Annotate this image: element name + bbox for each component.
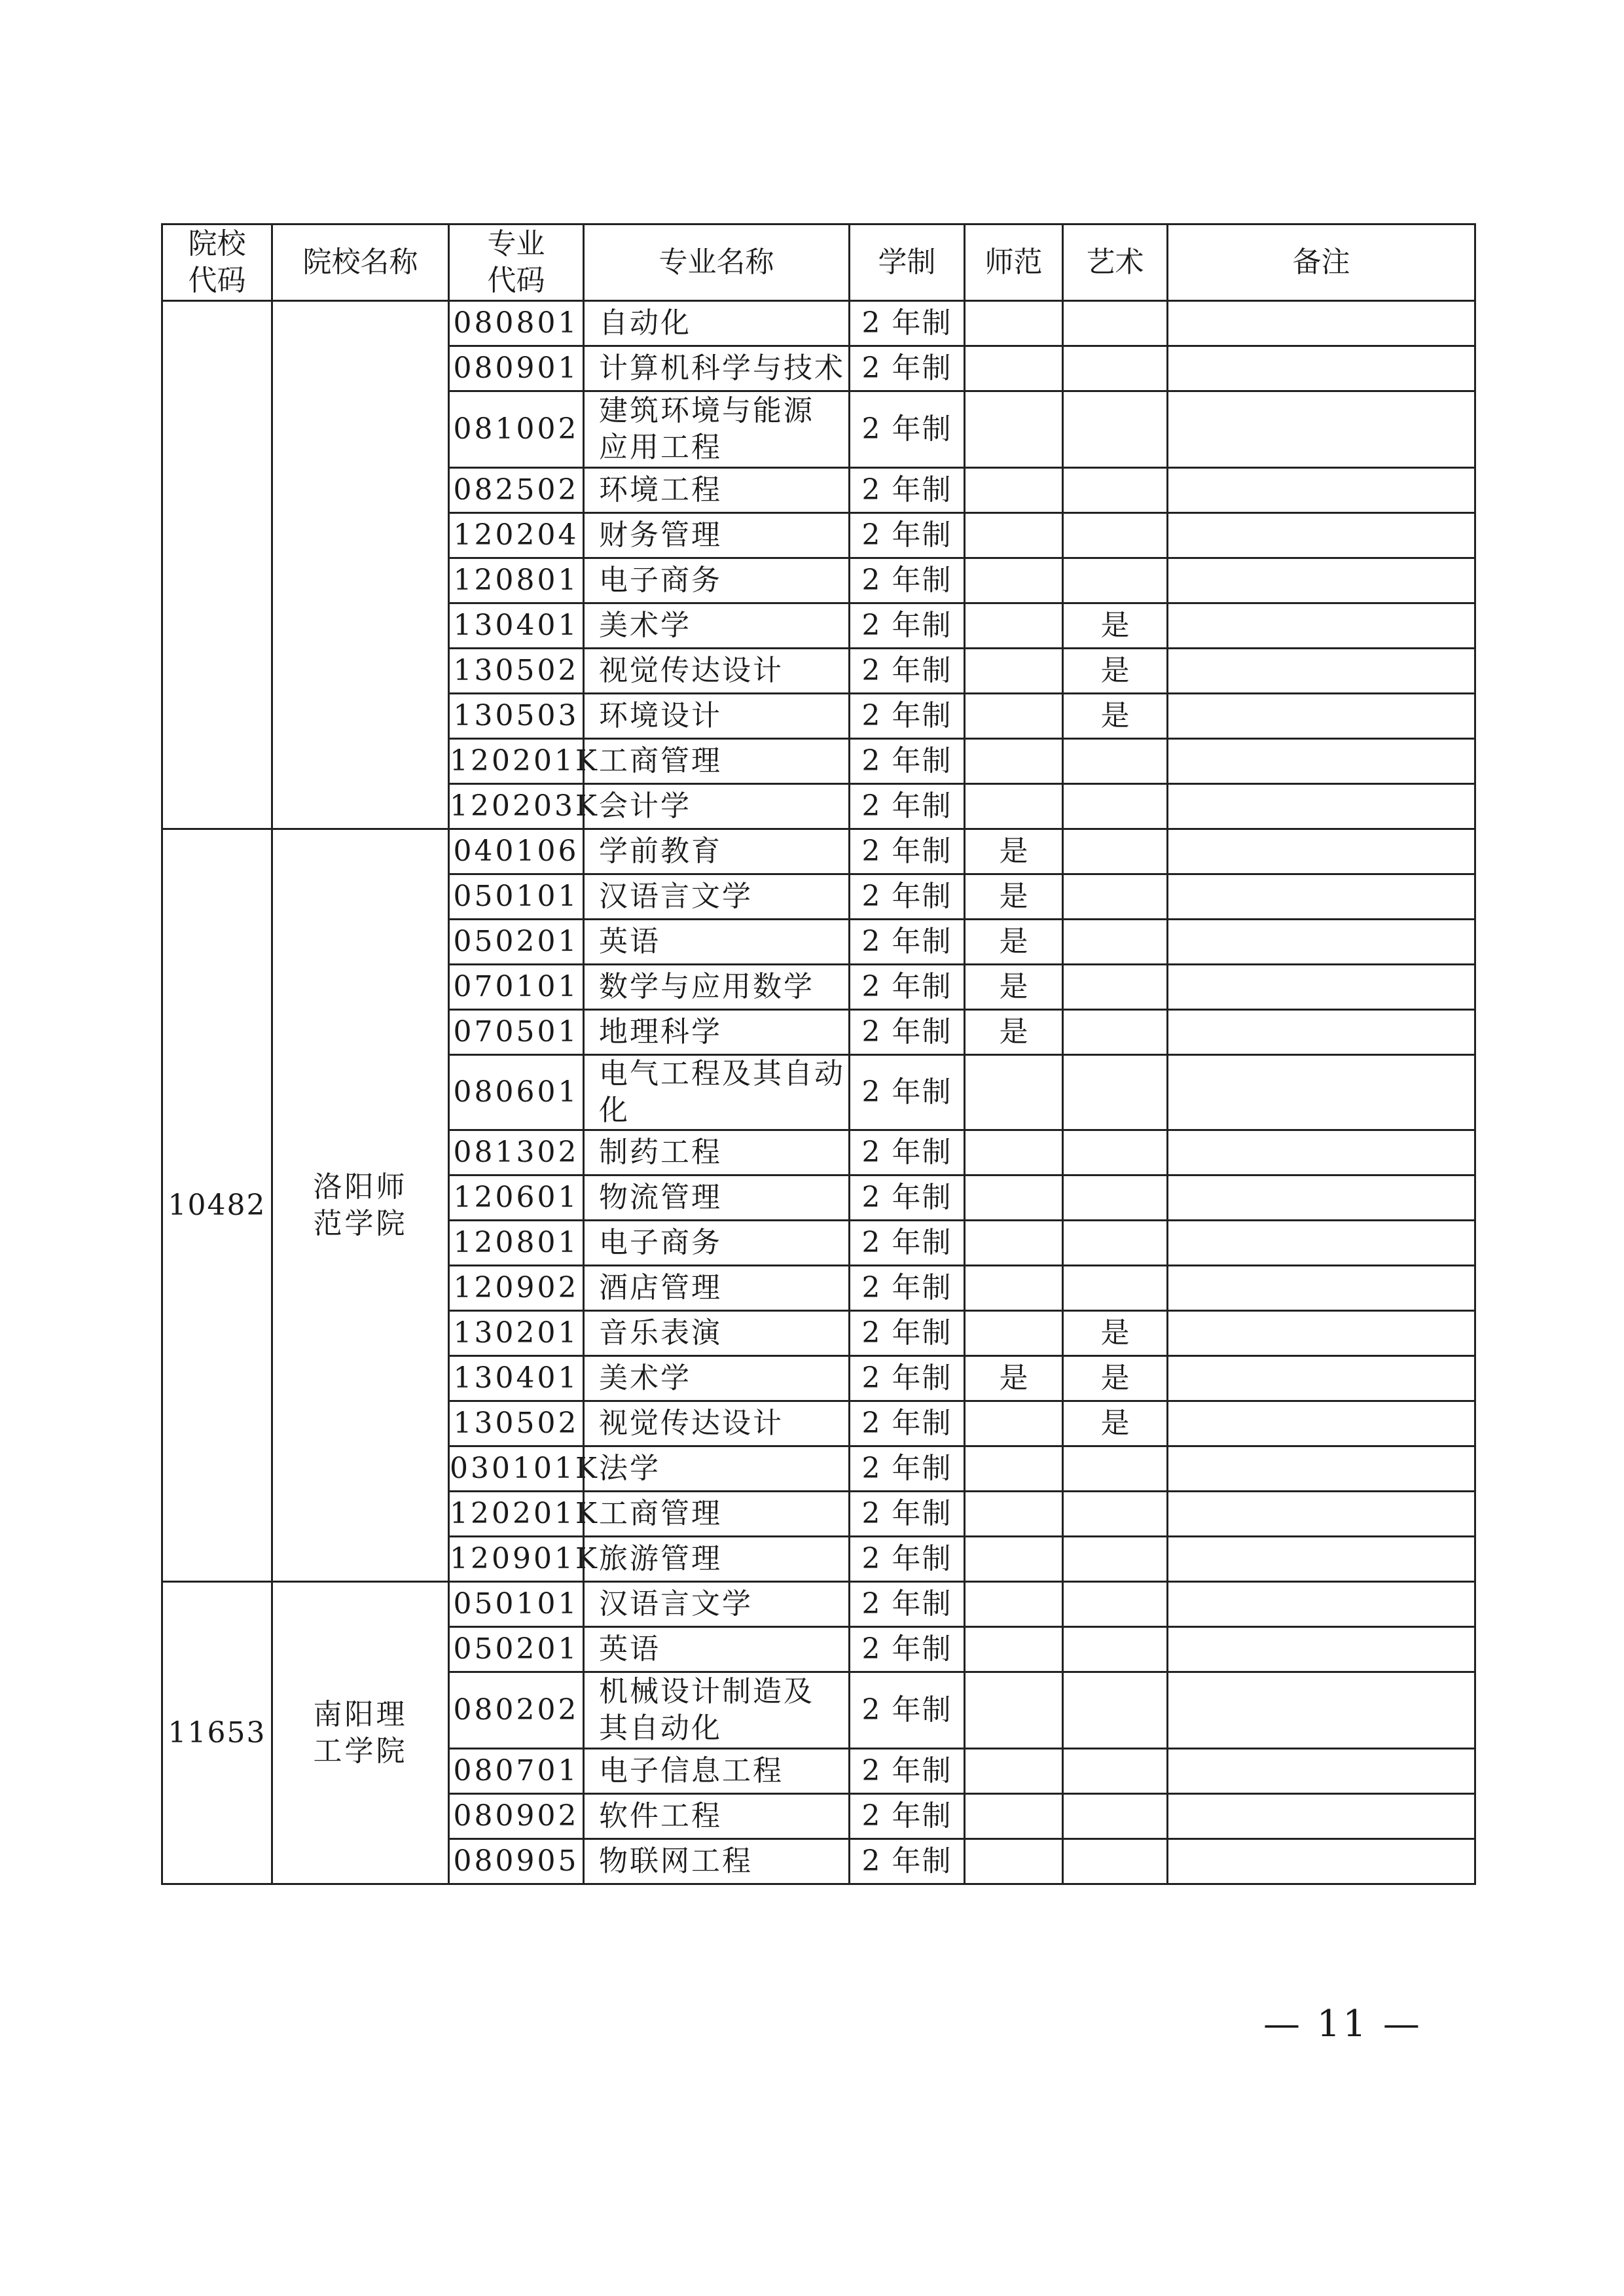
art-flag-cell: [1063, 1627, 1168, 1672]
major-name-cell: 财务管理: [584, 513, 850, 558]
duration-cell: 2 年制: [850, 1749, 965, 1794]
major-code-cell: 120204: [449, 513, 584, 558]
normal-flag-cell: [965, 1175, 1063, 1221]
major-name-cell: 英语: [584, 920, 850, 965]
art-flag-cell: [1063, 739, 1168, 784]
remarks-cell: [1168, 1794, 1475, 1839]
art-flag-cell: [1063, 1221, 1168, 1266]
art-flag-cell: [1063, 1130, 1168, 1175]
duration-cell: 2 年制: [850, 965, 965, 1010]
major-name-cell: 法学: [584, 1446, 850, 1492]
major-name-cell: 旅游管理: [584, 1537, 850, 1582]
table-row: [162, 1582, 1475, 1627]
art-flag-cell: [1063, 468, 1168, 513]
duration-cell: 2 年制: [850, 603, 965, 649]
major-code-cell: 130502: [449, 1401, 584, 1446]
remarks-cell: [1168, 1627, 1475, 1672]
major-name-cell: 美术学: [584, 603, 850, 649]
major-name-cell: 视觉传达设计: [584, 649, 850, 694]
normal-flag-cell: [965, 1537, 1063, 1582]
majors-table: [161, 223, 1476, 1885]
major-name-cell: 建筑环境与能源应用工程: [584, 391, 850, 468]
major-code-cell: 120902: [449, 1266, 584, 1311]
art-flag-cell: [1063, 1010, 1168, 1055]
major-code-cell: 081302: [449, 1130, 584, 1175]
normal-flag-cell: [965, 1492, 1063, 1537]
art-flag-cell: [1063, 1055, 1168, 1130]
remarks-cell: [1168, 1582, 1475, 1627]
remarks-cell: [1168, 301, 1475, 346]
major-name-cell: 视觉传达设计: [584, 1401, 850, 1446]
remarks-cell: [1168, 346, 1475, 391]
major-code-cell: 030101K: [449, 1446, 584, 1492]
art-flag-cell: [1063, 1537, 1168, 1582]
normal-flag-cell: 是: [965, 1010, 1063, 1055]
major-name-cell: 电子商务: [584, 558, 850, 603]
duration-cell: 2 年制: [850, 829, 965, 874]
art-flag-cell: [1063, 1446, 1168, 1492]
header-school-name: 院校名称: [272, 224, 449, 301]
remarks-cell: [1168, 784, 1475, 829]
remarks-cell: [1168, 920, 1475, 965]
normal-flag-cell: [965, 1446, 1063, 1492]
school-name-cell: 南阳理工学院: [272, 1582, 449, 1884]
art-flag-cell: [1063, 1672, 1168, 1749]
table-header-row: [162, 224, 1475, 301]
normal-flag-cell: [965, 1749, 1063, 1794]
major-name-cell: 自动化: [584, 301, 850, 346]
normal-flag-cell: [965, 558, 1063, 603]
normal-flag-cell: [965, 1311, 1063, 1356]
school-name-cell: 洛阳师范学院: [272, 829, 449, 1582]
major-name-cell: 工商管理: [584, 739, 850, 784]
major-code-cell: 080901: [449, 346, 584, 391]
duration-cell: 2 年制: [850, 468, 965, 513]
remarks-cell: [1168, 1446, 1475, 1492]
duration-cell: 2 年制: [850, 784, 965, 829]
major-code-cell: 120901K: [449, 1537, 584, 1582]
major-code-cell: 050201: [449, 920, 584, 965]
remarks-cell: [1168, 874, 1475, 920]
major-code-cell: 130201: [449, 1311, 584, 1356]
table-row: [162, 829, 1475, 874]
duration-cell: 2 年制: [850, 301, 965, 346]
duration-cell: 2 年制: [850, 1446, 965, 1492]
duration-cell: 2 年制: [850, 1010, 965, 1055]
major-code-cell: 050101: [449, 1582, 584, 1627]
remarks-cell: [1168, 558, 1475, 603]
remarks-cell: [1168, 1010, 1475, 1055]
major-code-cell: 120203K: [449, 784, 584, 829]
duration-cell: 2 年制: [850, 1794, 965, 1839]
major-name-cell: 美术学: [584, 1356, 850, 1401]
major-name-cell: 电气工程及其自动化: [584, 1055, 850, 1130]
duration-cell: 2 年制: [850, 1055, 965, 1130]
duration-cell: 2 年制: [850, 1492, 965, 1537]
major-code-cell: 120801: [449, 1221, 584, 1266]
major-name-cell: 软件工程: [584, 1794, 850, 1839]
remarks-cell: [1168, 739, 1475, 784]
major-code-cell: 130401: [449, 1356, 584, 1401]
art-flag-cell: 是: [1063, 1311, 1168, 1356]
normal-flag-cell: 是: [965, 965, 1063, 1010]
remarks-cell: [1168, 965, 1475, 1010]
duration-cell: 2 年制: [850, 874, 965, 920]
duration-cell: 2 年制: [850, 1672, 965, 1749]
remarks-cell: [1168, 1311, 1475, 1356]
major-code-cell: 050101: [449, 874, 584, 920]
major-code-cell: 080202: [449, 1672, 584, 1749]
duration-cell: 2 年制: [850, 739, 965, 784]
art-flag-cell: [1063, 1492, 1168, 1537]
header-major-name: 专业名称: [584, 224, 850, 301]
major-name-cell: 机械设计制造及其自动化: [584, 1672, 850, 1749]
normal-flag-cell: [965, 513, 1063, 558]
major-code-cell: 040106: [449, 829, 584, 874]
major-name-cell: 电子信息工程: [584, 1749, 850, 1794]
normal-flag-cell: [965, 1221, 1063, 1266]
remarks-cell: [1168, 513, 1475, 558]
major-code-cell: 120201K: [449, 739, 584, 784]
duration-cell: 2 年制: [850, 1401, 965, 1446]
major-name-cell: 环境工程: [584, 468, 850, 513]
duration-cell: 2 年制: [850, 1582, 965, 1627]
normal-flag-cell: [965, 694, 1063, 739]
major-name-cell: 汉语言文学: [584, 874, 850, 920]
duration-cell: 2 年制: [850, 1175, 965, 1221]
normal-flag-cell: [965, 301, 1063, 346]
header-school-code: 院校代码: [162, 224, 272, 301]
table-body: [162, 301, 1475, 1884]
remarks-cell: [1168, 1749, 1475, 1794]
remarks-cell: [1168, 1130, 1475, 1175]
normal-flag-cell: [965, 1401, 1063, 1446]
art-flag-cell: [1063, 391, 1168, 468]
major-code-cell: 050201: [449, 1627, 584, 1672]
major-name-cell: 音乐表演: [584, 1311, 850, 1356]
normal-flag-cell: [965, 391, 1063, 468]
art-flag-cell: [1063, 920, 1168, 965]
school-name-cell: [272, 301, 449, 829]
major-code-cell: 080902: [449, 1794, 584, 1839]
art-flag-cell: 是: [1063, 603, 1168, 649]
major-code-cell: 070101: [449, 965, 584, 1010]
header-remarks: 备注: [1168, 224, 1475, 301]
remarks-cell: [1168, 829, 1475, 874]
normal-flag-cell: [965, 468, 1063, 513]
remarks-cell: [1168, 1401, 1475, 1446]
normal-flag-cell: [965, 1627, 1063, 1672]
art-flag-cell: 是: [1063, 649, 1168, 694]
art-flag-cell: [1063, 784, 1168, 829]
normal-flag-cell: [965, 346, 1063, 391]
major-name-cell: 酒店管理: [584, 1266, 850, 1311]
normal-flag-cell: [965, 603, 1063, 649]
remarks-cell: [1168, 649, 1475, 694]
art-flag-cell: [1063, 558, 1168, 603]
art-flag-cell: [1063, 301, 1168, 346]
normal-flag-cell: [965, 1582, 1063, 1627]
duration-cell: 2 年制: [850, 513, 965, 558]
school-code-cell: 10482: [162, 829, 272, 1582]
major-name-cell: 汉语言文学: [584, 1582, 850, 1627]
duration-cell: 2 年制: [850, 1537, 965, 1582]
normal-flag-cell: [965, 739, 1063, 784]
major-name-cell: 物联网工程: [584, 1839, 850, 1884]
remarks-cell: [1168, 1175, 1475, 1221]
major-code-cell: 080801: [449, 301, 584, 346]
header-normal: 师范: [965, 224, 1063, 301]
normal-flag-cell: [965, 784, 1063, 829]
major-code-cell: 130502: [449, 649, 584, 694]
remarks-cell: [1168, 1266, 1475, 1311]
remarks-cell: [1168, 1839, 1475, 1884]
duration-cell: 2 年制: [850, 694, 965, 739]
major-code-cell: 120601: [449, 1175, 584, 1221]
remarks-cell: [1168, 1221, 1475, 1266]
normal-flag-cell: [965, 1839, 1063, 1884]
normal-flag-cell: [965, 1672, 1063, 1749]
major-name-cell: 电子商务: [584, 1221, 850, 1266]
major-name-cell: 制药工程: [584, 1130, 850, 1175]
art-flag-cell: [1063, 1749, 1168, 1794]
school-code-cell: [162, 301, 272, 829]
art-flag-cell: [1063, 513, 1168, 558]
major-code-cell: 080601: [449, 1055, 584, 1130]
duration-cell: 2 年制: [850, 1130, 965, 1175]
duration-cell: 2 年制: [850, 1627, 965, 1672]
duration-cell: 2 年制: [850, 1311, 965, 1356]
header-duration: 学制: [850, 224, 965, 301]
remarks-cell: [1168, 694, 1475, 739]
normal-flag-cell: [965, 1794, 1063, 1839]
art-flag-cell: [1063, 1794, 1168, 1839]
duration-cell: 2 年制: [850, 391, 965, 468]
normal-flag-cell: 是: [965, 829, 1063, 874]
art-flag-cell: [1063, 1175, 1168, 1221]
major-name-cell: 计算机科学与技术: [584, 346, 850, 391]
remarks-cell: [1168, 1537, 1475, 1582]
remarks-cell: [1168, 1492, 1475, 1537]
duration-cell: 2 年制: [850, 920, 965, 965]
normal-flag-cell: [965, 649, 1063, 694]
duration-cell: 2 年制: [850, 1221, 965, 1266]
major-name-cell: 环境设计: [584, 694, 850, 739]
major-code-cell: 080701: [449, 1749, 584, 1794]
major-code-cell: 130401: [449, 603, 584, 649]
major-name-cell: 地理科学: [584, 1010, 850, 1055]
remarks-cell: [1168, 391, 1475, 468]
duration-cell: 2 年制: [850, 558, 965, 603]
duration-cell: 2 年制: [850, 649, 965, 694]
major-code-cell: 080905: [449, 1839, 584, 1884]
duration-cell: 2 年制: [850, 1356, 965, 1401]
remarks-cell: [1168, 1055, 1475, 1130]
duration-cell: 2 年制: [850, 1839, 965, 1884]
art-flag-cell: 是: [1063, 1356, 1168, 1401]
major-code-cell: 082502: [449, 468, 584, 513]
table-row: [162, 301, 1475, 346]
major-name-cell: 会计学: [584, 784, 850, 829]
duration-cell: 2 年制: [850, 1266, 965, 1311]
header-major-code: 专业代码: [449, 224, 584, 301]
major-code-cell: 120801: [449, 558, 584, 603]
art-flag-cell: 是: [1063, 1401, 1168, 1446]
major-name-cell: 工商管理: [584, 1492, 850, 1537]
major-name-cell: 数学与应用数学: [584, 965, 850, 1010]
remarks-cell: [1168, 1672, 1475, 1749]
art-flag-cell: [1063, 1266, 1168, 1311]
normal-flag-cell: [965, 1055, 1063, 1130]
major-name-cell: 学前教育: [584, 829, 850, 874]
header-art: 艺术: [1063, 224, 1168, 301]
school-code-cell: 11653: [162, 1582, 272, 1884]
remarks-cell: [1168, 603, 1475, 649]
major-name-cell: 英语: [584, 1627, 850, 1672]
remarks-cell: [1168, 1356, 1475, 1401]
art-flag-cell: [1063, 346, 1168, 391]
art-flag-cell: 是: [1063, 694, 1168, 739]
art-flag-cell: [1063, 1582, 1168, 1627]
major-code-cell: 130503: [449, 694, 584, 739]
normal-flag-cell: [965, 1130, 1063, 1175]
page-number: — 11 —: [1263, 2003, 1422, 2045]
normal-flag-cell: 是: [965, 874, 1063, 920]
major-code-cell: 120201K: [449, 1492, 584, 1537]
art-flag-cell: [1063, 1839, 1168, 1884]
remarks-cell: [1168, 468, 1475, 513]
art-flag-cell: [1063, 965, 1168, 1010]
major-name-cell: 物流管理: [584, 1175, 850, 1221]
normal-flag-cell: 是: [965, 920, 1063, 965]
major-code-cell: 081002: [449, 391, 584, 468]
duration-cell: 2 年制: [850, 346, 965, 391]
major-code-cell: 070501: [449, 1010, 584, 1055]
art-flag-cell: [1063, 829, 1168, 874]
normal-flag-cell: 是: [965, 1356, 1063, 1401]
art-flag-cell: [1063, 874, 1168, 920]
normal-flag-cell: [965, 1266, 1063, 1311]
